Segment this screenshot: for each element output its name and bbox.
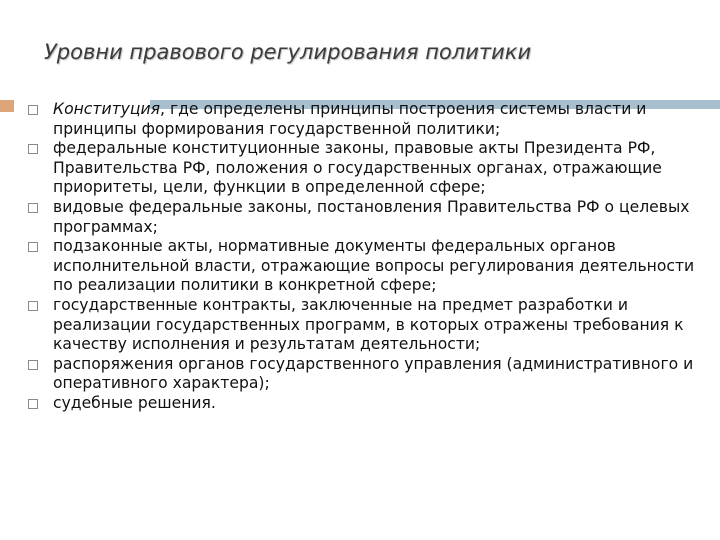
square-bullet-icon — [28, 399, 38, 409]
accent-bar — [0, 100, 14, 112]
list-item-lead: Конституция — [53, 100, 161, 118]
list-item-text: подзаконные акты, нормативные документы федеральных органов исполнительной власти, отражающие вопросы регулирования деятельности по реализации политики в конкретной сфере; — [53, 237, 695, 295]
slide-title: Уровни правового регулирования политики — [44, 40, 532, 64]
square-bullet-icon — [28, 301, 38, 311]
list-item — [0, 237, 720, 296]
bullet-list — [0, 100, 720, 414]
bullet-list-container — [0, 100, 720, 414]
square-bullet-icon — [28, 105, 38, 115]
square-bullet-icon — [28, 203, 38, 213]
list-item-text: распоряжения органов государственного управления (административного и оперативного характера); — [53, 354, 694, 393]
square-bullet-icon — [28, 360, 38, 370]
list-item-text: государственные контракты, заключенные на предмет разработки и реализации государственных программ, в которых отражены требования к качеству исполнения и результатам деятельности; — [53, 295, 684, 354]
list-item-text: , где определены принципы построения системы власти и принципы формирования государственной политики; — [53, 100, 647, 138]
list-item — [0, 100, 720, 139]
square-bullet-icon — [28, 144, 38, 154]
list-item-text: судебные решения. — [53, 393, 216, 412]
list-item — [0, 139, 720, 198]
square-bullet-icon — [28, 242, 38, 252]
list-item — [0, 394, 720, 414]
list-item — [0, 355, 720, 394]
list-item-text: видовые федеральные законы, постановления Правительства РФ о целевых программах; — [53, 197, 690, 236]
list-item — [0, 296, 720, 355]
list-item-text: федеральные конституционные законы, правовые акты Президента РФ, Правительства РФ, положения о государственных органах, отражающие приоритеты, цели, функции в определенной сфере; — [53, 139, 662, 197]
list-item — [0, 198, 720, 237]
